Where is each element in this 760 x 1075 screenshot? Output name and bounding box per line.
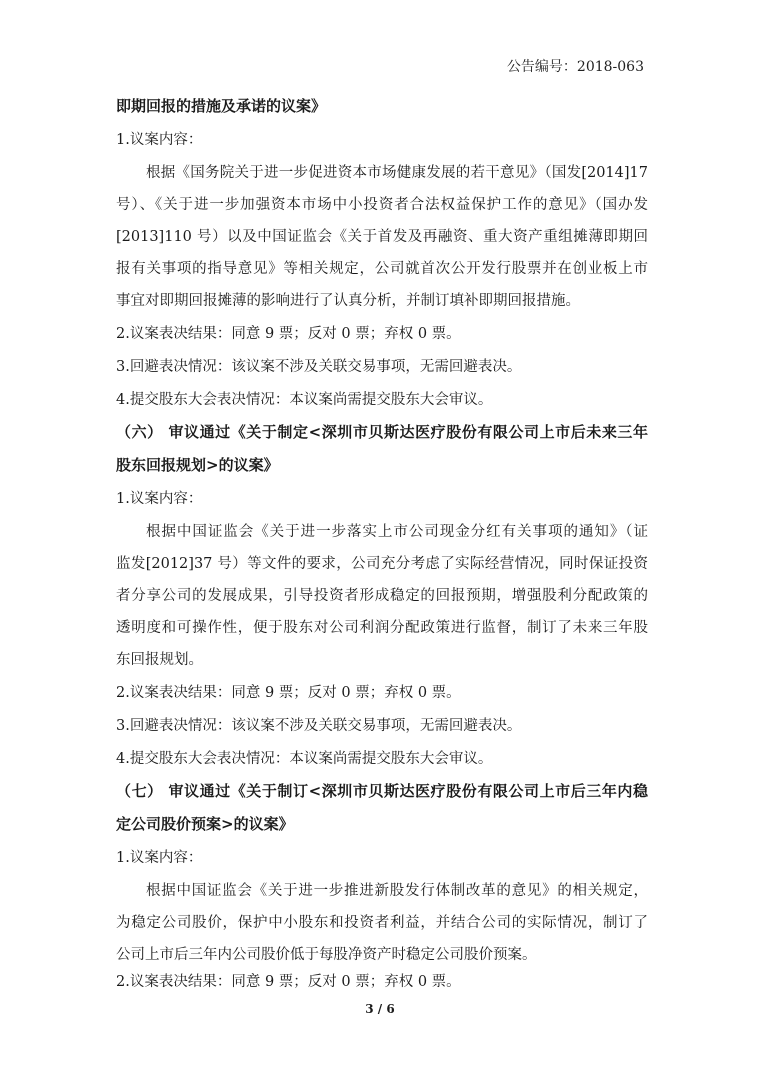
paragraph-line: 报有关事项的指导意见》等相关规定，公司就首次公开发行股票并在创业板上市 <box>116 261 648 277</box>
section-title: （六） 审议通过《关于制定<深圳市贝斯达医疗股份有限公司上市后未来三年 <box>116 423 648 441</box>
item-label: 1.议案内容： <box>116 491 203 507</box>
vote-result: 2.议案表决结果：同意 9 票；反对 0 票；弃权 0 票。 <box>116 326 461 342</box>
recusal-status: 3.回避表决情况：该议案不涉及关联交易事项，无需回避表决。 <box>116 718 522 734</box>
paragraph-line: 为稳定公司股价，保护中小股东和投资者利益，并结合公司的实际情况，制订了 <box>116 915 648 931</box>
paragraph-line: [2013]110 号）以及中国证监会《关于首发及再融资、重大资产重组摊薄即期回 <box>116 229 648 245</box>
paragraph-line: 监发[2012]37 号）等文件的要求，公司充分考虑了实际经营情况，同时保证投资 <box>116 556 648 572</box>
paragraph-line: 东回报规划。 <box>116 652 203 668</box>
section-title-continued: 即期回报的措施及承诺的议案》 <box>116 97 327 115</box>
paragraph-line: 根据中国证监会《关于进一步推进新股发行体制改革的意见》的相关规定， <box>146 883 648 899</box>
section-title: 定公司股价预案>的议案》 <box>116 815 294 833</box>
paragraph-line: 根据中国证监会《关于进一步落实上市公司现金分红有关事项的通知》（证 <box>146 524 648 540</box>
shareholder-meeting-status: 4.提交股东大会表决情况：本议案尚需提交股东大会审议。 <box>116 392 493 408</box>
section-title: 股东回报规划>的议案》 <box>116 456 279 474</box>
page-number: 3 / 6 <box>365 1002 395 1016</box>
paragraph-line: 透明度和可操作性，便于股东对公司利润分配政策进行监督，制订了未来三年股 <box>116 620 648 636</box>
recusal-status: 3.回避表决情况：该议案不涉及关联交易事项，无需回避表决。 <box>116 359 522 375</box>
paragraph-line: 事宜对即期回报摊薄的影响进行了认真分析，并制订填补即期回报措施。 <box>116 293 580 309</box>
paragraph-line: 号）、《关于进一步加强资本市场中小投资者合法权益保护工作的意见》（国办发 <box>116 197 648 213</box>
vote-result: 2.议案表决结果：同意 9 票；反对 0 票；弃权 0 票。 <box>116 685 461 701</box>
item-label: 1.议案内容： <box>116 850 203 866</box>
paragraph-line: 公司上市后三年内公司股价低于每股净资产时稳定公司股价预案。 <box>116 947 537 963</box>
shareholder-meeting-status: 4.提交股东大会表决情况：本议案尚需提交股东大会审议。 <box>116 751 493 767</box>
item-label: 1.议案内容： <box>116 132 203 148</box>
paragraph-line: 者分享公司的发展成果，引导投资者形成稳定的回报预期，增强股利分配政策的 <box>116 588 648 604</box>
section-title: （七） 审议通过《关于制订<深圳市贝斯达医疗股份有限公司上市后三年内稳 <box>116 782 648 800</box>
announcement-number: 公告编号：2018-063 <box>506 59 644 75</box>
vote-result: 2.议案表决结果：同意 9 票；反对 0 票；弃权 0 票。 <box>116 974 461 990</box>
paragraph-line: 根据《国务院关于进一步促进资本市场健康发展的若干意见》（国发[2014]17 <box>146 165 648 181</box>
